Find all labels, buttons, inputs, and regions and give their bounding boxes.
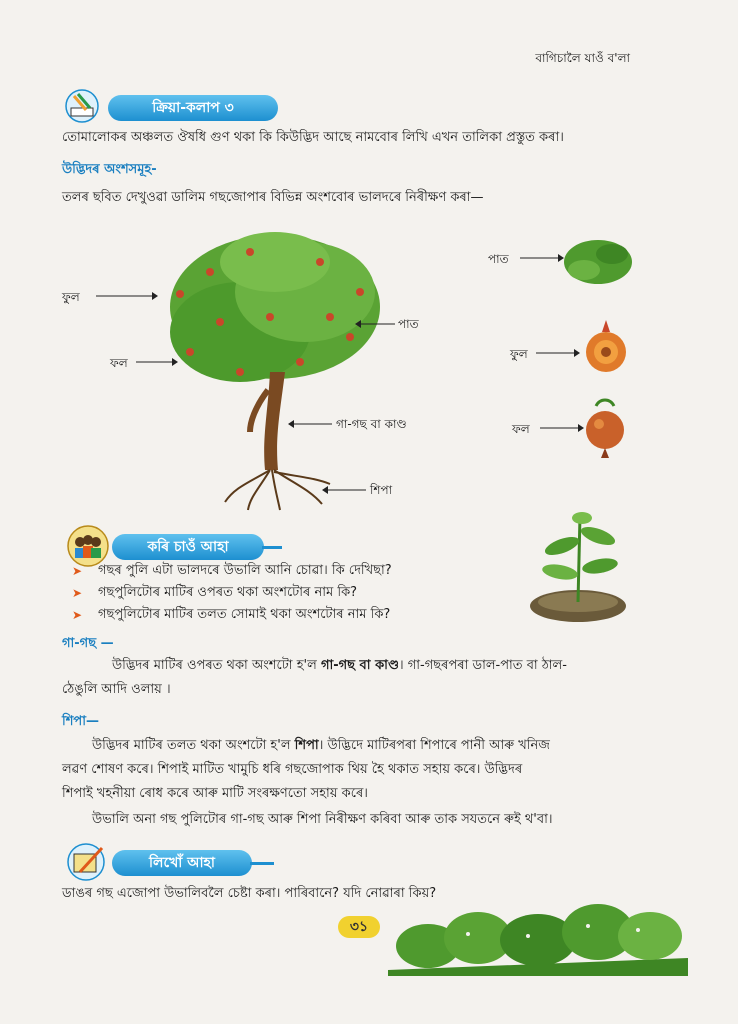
pomegranate-flower-illustration bbox=[580, 316, 632, 378]
pomegranate-tree-illustration bbox=[150, 222, 400, 512]
do-and-see-banner: কৰি চাওঁ আহা bbox=[112, 534, 264, 560]
pencil-book-icon bbox=[62, 88, 104, 124]
tree-label-root: শিপা bbox=[370, 483, 393, 497]
bullet-arrow-icon: ➤ bbox=[72, 586, 83, 600]
bullet-arrow-icon: ➤ bbox=[72, 564, 83, 578]
arrow-left-icon bbox=[355, 318, 395, 330]
stem-paragraph-line1: উদ্ভিদৰ মাটিৰ ওপৰত থকা অংশটো হ'ল গা-গছ বা কাণ্ড। গা-গছৰপৰা ডাল-পাত বা ঠাল- bbox=[112, 658, 567, 673]
leaf-sprig-illustration bbox=[562, 232, 634, 294]
root-paragraph-line1: উদ্ভিদৰ মাটিৰ তলত থকা অংশটো হ'ল শিপা। উদ্ভিদে মাটিৰপৰা শিপাৰে পানী আৰু খনিজ bbox=[92, 738, 550, 753]
root-paragraph-line4: উভালি অনা গছ পুলিটোৰ গা-গছ আৰু শিপা নিৰীক্ষণ কৰিবা আৰু তাক সযতনে ৰুই থ'বা। bbox=[92, 812, 553, 827]
write-banner: লিখোঁ আহা bbox=[112, 850, 252, 876]
trees-row-illustration bbox=[388, 896, 688, 976]
activity-instruction: তোমালোকৰ অঞ্চলত ঔষধি গুণ থকা কি কিউদ্ভিদ আছে নামবোৰ লিখি এখন তালিকা প্ৰস্তুত কৰা। bbox=[62, 130, 564, 145]
stem-paragraph-line2: ঠেঙুলি আদি ওলায় । bbox=[62, 682, 171, 697]
tree-label-flower: ফুল bbox=[62, 290, 80, 304]
detail-label-flower: ফুল bbox=[510, 347, 528, 361]
root-heading: শিপা— bbox=[62, 714, 100, 729]
root-term: শিপা bbox=[294, 738, 319, 753]
plant-parts-heading: উদ্ভিদৰ অংশসমূহ- bbox=[62, 162, 157, 177]
list-item: ➤ গছৰ পুলি এটা ভালদৰে উভালি আনি চোৱা। কি দেখিছা? bbox=[72, 562, 392, 578]
arrow-right-icon bbox=[136, 356, 178, 368]
pomegranate-fruit-illustration bbox=[582, 396, 628, 460]
tree-label-fruit: ফল bbox=[110, 356, 128, 370]
root-paragraph-line3: শিপাই খহনীয়া ৰোধ কৰে আৰু মাটি সংৰক্ষণতো সহায় কৰে। bbox=[62, 786, 368, 801]
detail-label-fruit: ফল bbox=[512, 422, 530, 436]
writing-pencil-icon bbox=[66, 842, 110, 882]
running-title: বাগিচালৈ যাওঁ ব'লা bbox=[535, 51, 630, 65]
arrow-right-icon bbox=[96, 290, 158, 302]
list-item: ➤ গছপুলিটোৰ মাটিৰ তলত সোমাই থকা অংশটোৰ নাম কি? bbox=[72, 606, 391, 622]
arrow-right-icon bbox=[540, 422, 584, 434]
root-paragraph-line2: লৱণ শোষণ কৰে। শিপাই মাটিত খামুচি ধৰি গছজোপাক থিয় হৈ থকাত সহায় কৰে। উদ্ভিদৰ bbox=[62, 762, 523, 777]
bullet-arrow-icon: ➤ bbox=[72, 608, 83, 622]
banner-tail bbox=[250, 862, 274, 865]
plant-parts-intro: তলৰ ছবিত দেখুওৱা ডালিম গছজোপাৰ বিভিন্ন অংশবোৰ ভালদৰে নিৰীক্ষণ কৰা— bbox=[62, 190, 484, 205]
stem-term: গা-গছ বা কাণ্ড bbox=[320, 658, 399, 673]
write-question: ডাঙৰ গছ এজোপা উভালিবলৈ চেষ্টা কৰা। পাৰিবানে? যদি নোৱাৰা কিয়? bbox=[62, 886, 437, 901]
tree-label-leaf: পাত bbox=[398, 317, 419, 331]
tree-label-stem: গা-গছ বা কাণ্ড bbox=[336, 417, 407, 431]
arrow-right-icon bbox=[536, 347, 580, 359]
list-item: ➤ গছপুলিটোৰ মাটিৰ ওপৰত থকা অংশটোৰ নাম কি? bbox=[72, 584, 358, 600]
page-number: ৩১ bbox=[338, 916, 380, 938]
banner-tail bbox=[262, 546, 282, 549]
seedling-illustration bbox=[526, 506, 626, 622]
stem-heading: গা-গছ — bbox=[62, 636, 114, 651]
arrow-right-icon bbox=[520, 252, 564, 264]
activity-banner: ক্ৰিয়া-কলাপ ৩ bbox=[108, 95, 278, 121]
arrow-left-icon bbox=[288, 418, 332, 430]
do-and-see-list bbox=[72, 560, 542, 626]
detail-label-leaf: পাত bbox=[488, 252, 509, 266]
arrow-left-icon bbox=[322, 484, 366, 496]
